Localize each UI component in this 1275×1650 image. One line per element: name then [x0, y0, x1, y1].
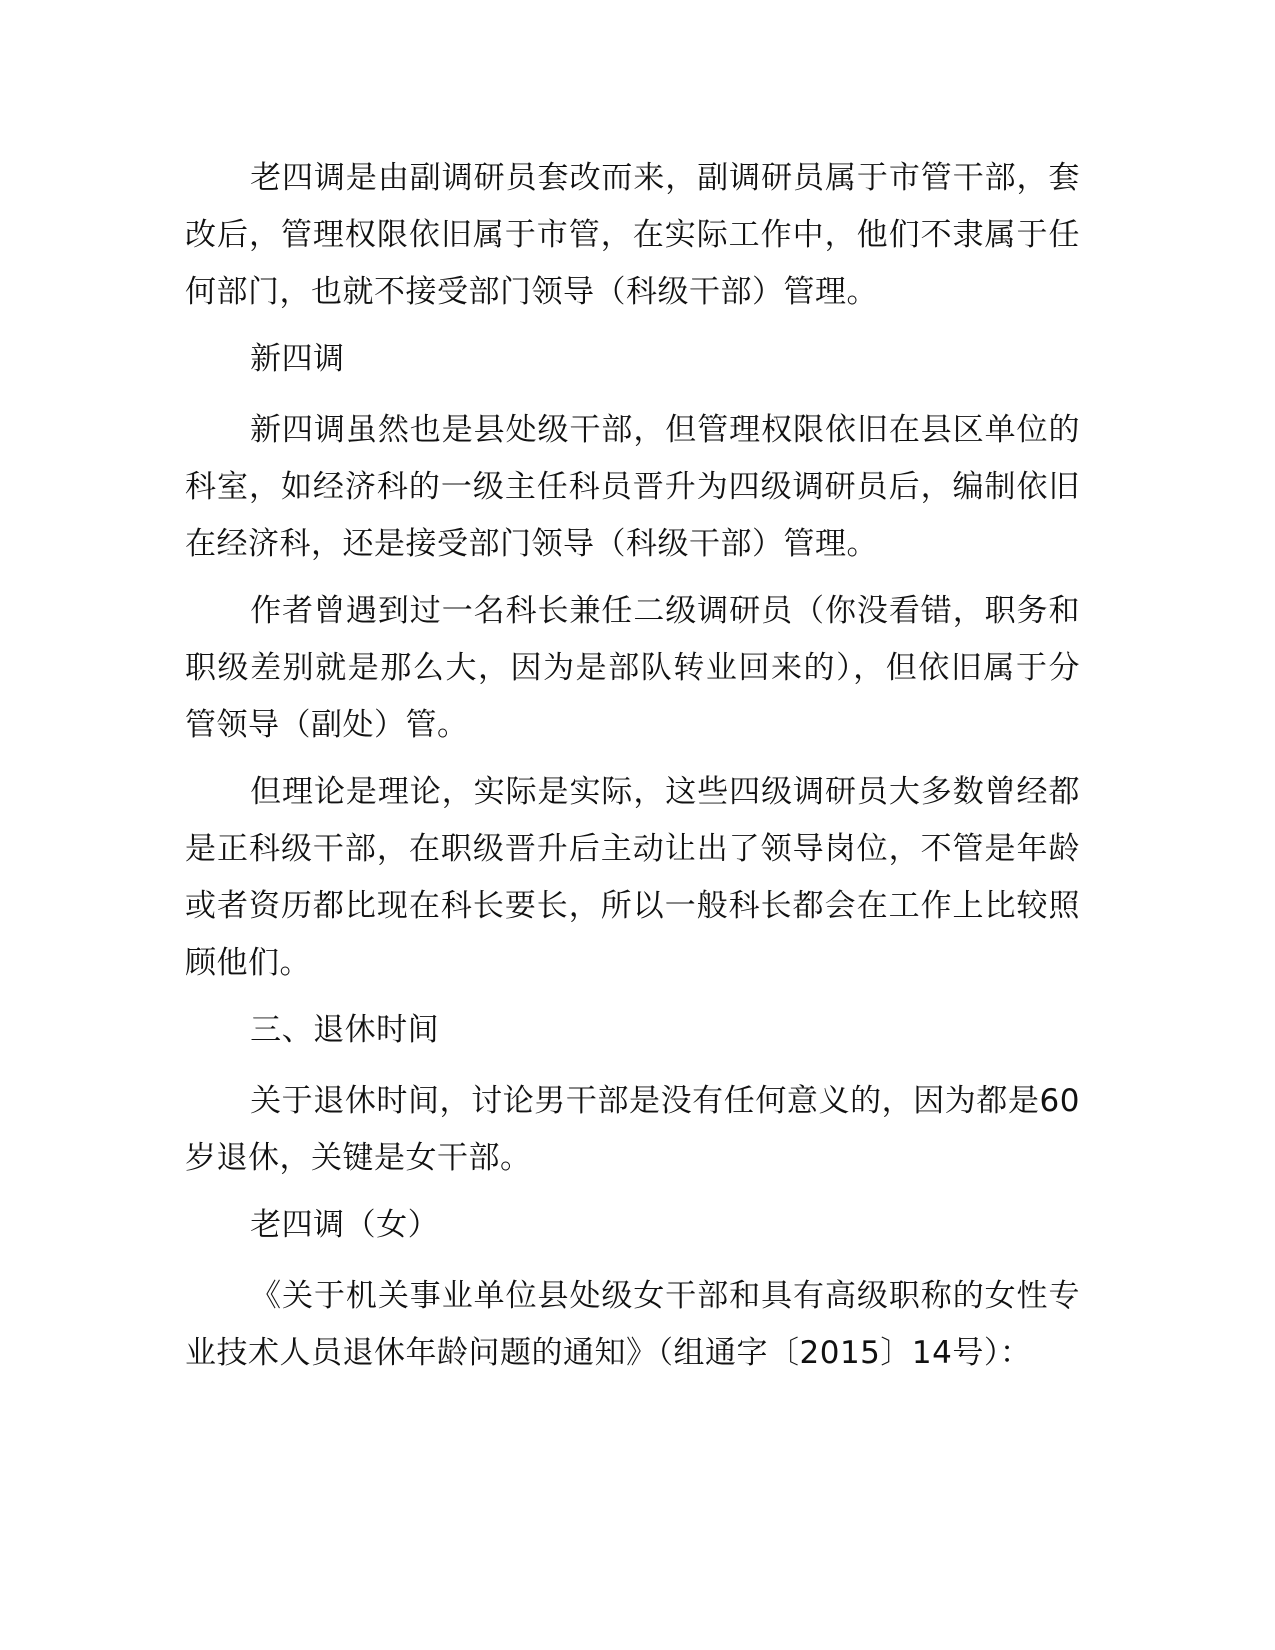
heading-new-level4: 新四调	[250, 341, 345, 377]
paragraph-new-level4-management: 新四调虽然也是县处级干部，但管理权限依旧在县区单位的科室，如经济科的一级主任科员晋升为四级调研员后，编制依旧在经济科，还是接受部门领导（科级干部）管理。	[185, 412, 1080, 562]
heading-retirement-time: 三、退休时间	[250, 1012, 440, 1048]
paragraph-author-example: 作者曾遇到过一名科长兼任二级调研员（你没看错，职务和职级差别就是那么大，因为是部队转业回来的），但依旧属于分管领导（副处）管。	[185, 593, 1080, 743]
paragraph-old-level4-management: 老四调是由副调研员套改而来，副调研员属于市管干部，套改后，管理权限依旧属于市管，在实际工作中，他们不隶属于任何部门，也就不接受部门领导（科级干部）管理。	[185, 160, 1080, 310]
paragraph-retirement-men: 关于退休时间，讨论男干部是没有任何意义的，因为都是60岁退休，关键是女干部。	[185, 1083, 1080, 1176]
paragraph-theory-vs-practice: 但理论是理论，实际是实际，这些四级调研员大多数曾经都是正科级干部，在职级晋升后主动让出了领导岗位，不管是年龄或者资历都比现在科长要长，所以一般科长都会在工作上比较照顾他们。	[185, 774, 1080, 981]
paragraph-notice-citation: 《关于机关事业单位县处级女干部和具有高级职称的女性专业技术人员退休年龄问题的通知》（组通字〔2015〕14号）：	[185, 1278, 1080, 1371]
heading-old-level4-women: 老四调（女）	[250, 1207, 440, 1243]
